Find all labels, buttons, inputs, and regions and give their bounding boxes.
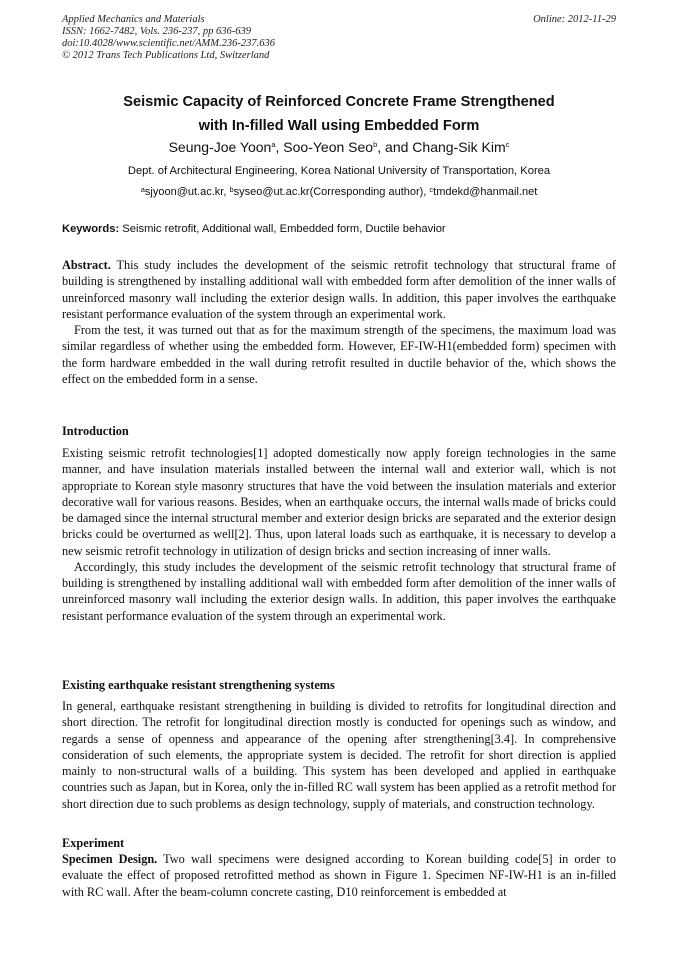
experiment-heading: Experiment [62, 836, 125, 850]
doi-line: doi:10.4028/www.scientific.net/AMM.236-237.636 [62, 38, 275, 49]
intro-section [62, 445, 616, 624]
keywords [62, 221, 616, 237]
copyright-line: © 2012 Trans Tech Publications Ltd, Switzerland [62, 50, 270, 61]
author-list [62, 138, 616, 156]
email-c[interactable]: tmdekd@hanmail.net [433, 186, 538, 198]
title-line-2: with In-filled Wall using Embedded Form [198, 118, 480, 134]
keywords-label: Keywords: [62, 223, 120, 235]
online-date: Online: 2012-11-29 [533, 14, 616, 25]
email-list [62, 184, 616, 200]
email-b-affil: b [229, 185, 234, 194]
experiment-section [62, 851, 616, 900]
email-b[interactable]: syseo@ut.ac.kr(Corresponding author), [233, 186, 430, 198]
author-2: Soo-Yeon Seo [283, 139, 374, 155]
specimen-design-label: Specimen Design. [62, 852, 158, 866]
title-line-1: Seismic Capacity of Reinforced Concrete Frame Strengthened [123, 94, 555, 110]
abstract-paragraph-1 [62, 257, 616, 322]
intro-heading: Introduction [62, 424, 129, 438]
keywords-text: Seismic retrofit, Additional wall, Embedded form, Ductile behavior [119, 223, 446, 235]
abstract-paragraph-2: From the test, it was turned out that as for the maximum strength of the specimens, the maximum load was similar regardless of whether using the embedded form. However, EF-IW-H1(embedded form) specimen with the form hardware embedded in the wall during retrofit resulted in ductile behavior of the, which shows the effect on the embedded form in a sense. [62, 323, 616, 386]
affiliation: Dept. of Architectural Engineering, Korea National University of Transportation, Korea [127, 165, 551, 177]
author-1-affil: a [271, 140, 276, 149]
existing-paragraph-1: In general, earthquake resistant strengthening in building is divided to retrofits for longitudinal direction and short direction. The retrofit for longitudinal direction mostly is conducted for openings such as window, and regards a sense of openness and appearance of the opening after strengthening[3.4]. In comprehensive consideration of such elements, the appropriate system is decided. The retrofit for short direction is applied mainly to non-structural walls of a building. This system has been developed and applied in earthquake countries such as Japan, but in Korea, only the in-filled RC wall system has been applied as a retrofit method for short direction due to such problems as design technology, supply of materials, and construction technology. [62, 699, 616, 811]
intro-paragraph-1: Existing seismic retrofit technologies[1] adopted domestically now apply foreign technologies in the same manner, and have insulation materials installed between the internal wall and exterior wall, which is not appropriate to Korean style masonry structures that have the void between the insulation materials and exterior decorative wall for various reasons. Besides, when an earthquake occurs, the internal walls made of bricks could be damaged since the internal structural member and exterior design bricks are separated and the exterior design bricks could be overturned as well[2]. Thus, upon lateral loads such as earthquake, it is necessary to develop a new seismic retrofit technology in utilization of design bricks and section increasing of inner walls. [62, 446, 616, 558]
author-3-affil: c [505, 140, 510, 149]
existing-systems-heading: Existing earthquake resistant strengthening systems [62, 678, 335, 692]
email-c-affil: c [429, 185, 434, 194]
intro-paragraph-2: Accordingly, this study includes the development of the seismic retrofit technology that structural frame of building is strengthened by installing additional wall with embedded form after demolition of the inner walls of unreinforced masonry wall including the exterior design walls. In addition, this paper involves the earthquake resistant performance evaluation of the system through an experimental work. [62, 559, 616, 623]
paper-title [62, 90, 616, 138]
author-3: Chang-Sik Kim [412, 139, 506, 155]
author-separator: , [275, 139, 284, 155]
email-a[interactable]: sjyoon@ut.ac.kr, [144, 186, 230, 198]
author-1: Seung-Joe Yoon [168, 139, 272, 155]
abstract-text-1: This study includes the development of the seismic retrofit technology that structural frame of building is strengthened by installing additional wall with embedded form after demolition of the inner walls of unreinforced masonry wall including the exterior design walls. In addition, this paper involves the earthquake resistant performance evaluation of the system through an experimental work. [62, 258, 616, 321]
experiment-text-1: Two wall specimens were designed according to Korean building code[5] in order to evaluate the effect of proposed retrofitted method as shown in Figure 1. Specimen NF-IW-H1 is an in-filled with RC wall. After the beam-column concrete casting, D10 reinforcement is embedded at [62, 852, 616, 899]
journal-name: Applied Mechanics and Materials [62, 14, 205, 25]
abstract-section [62, 257, 616, 387]
journal-header [62, 14, 616, 62]
author-2-affil: b [373, 140, 378, 149]
existing-systems-section [62, 698, 616, 812]
experiment-paragraph-1 [62, 851, 616, 900]
email-a-affil: a [140, 185, 145, 194]
issn-line: ISSN: 1662-7482, Vols. 236-237, pp 636-639 [62, 26, 251, 37]
author-separator: , and [377, 139, 413, 155]
abstract-label: Abstract. [62, 258, 111, 272]
